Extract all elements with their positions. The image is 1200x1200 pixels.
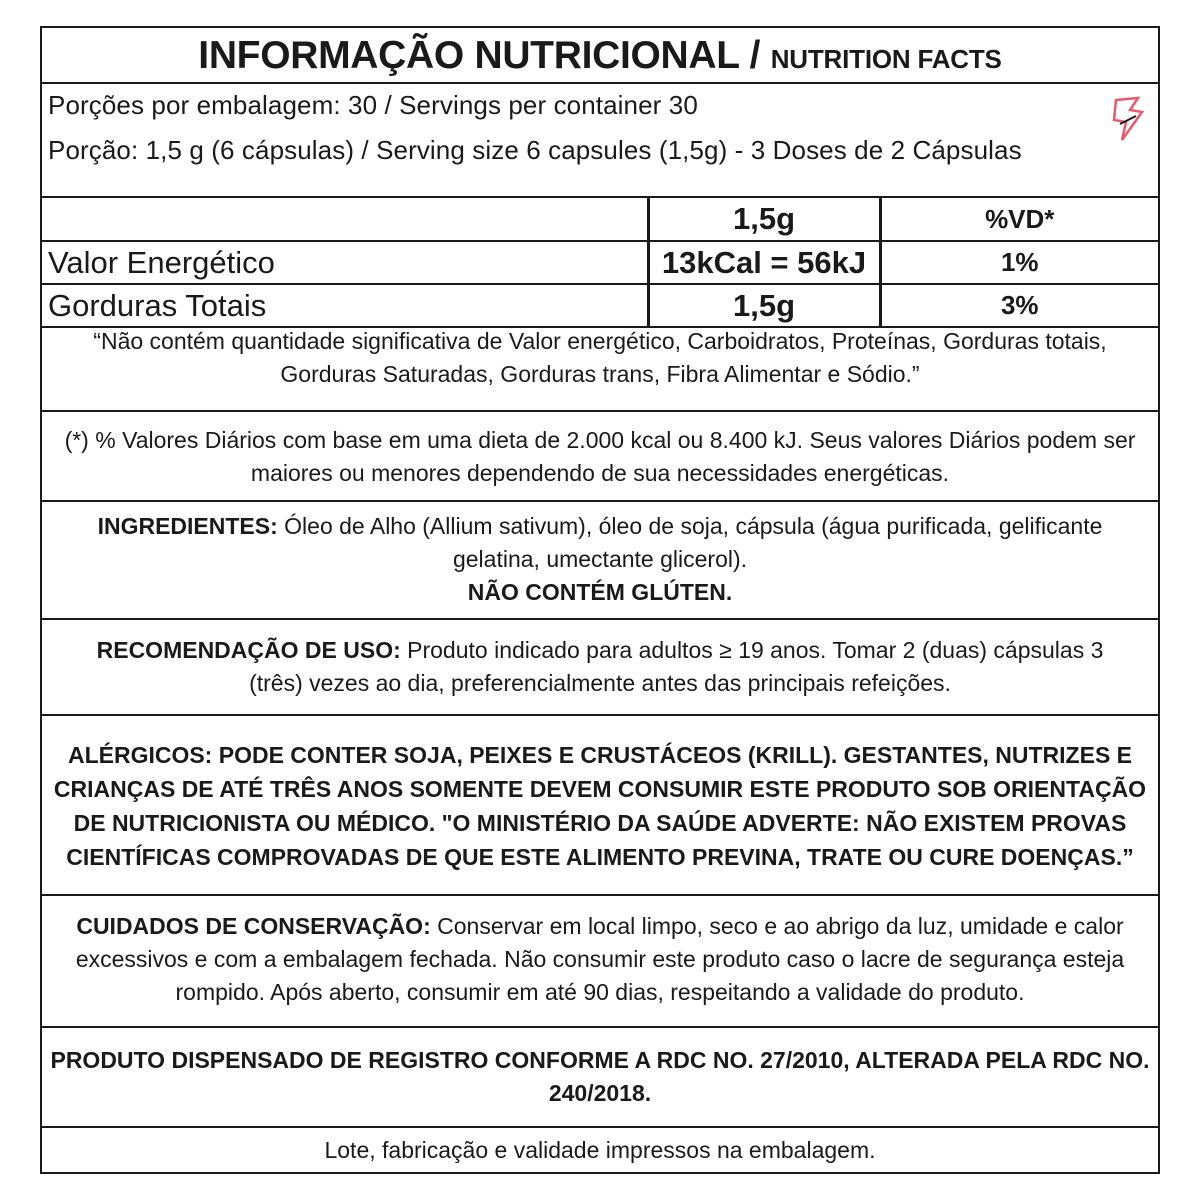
header-amount: 1,5g bbox=[648, 198, 880, 241]
ingredients-text: Óleo de Alho (Allium sativum), óleo de soja, cápsula (água purificada, gelificante gelatina, umectante glicerol). bbox=[277, 513, 1103, 572]
nutrient-dv: 1% bbox=[880, 241, 1158, 284]
not-significant-note: “Não contém quantidade significativa de Valor energético, Carboidratos, Proteínas, Gorduras totais, Gorduras Saturadas, Gorduras trans, Fibra Alimentar e Sódio.” bbox=[42, 308, 1158, 412]
gluten-warning: NÃO CONTÉM GLÚTEN. bbox=[467, 579, 733, 605]
nutrient-name: Valor Energético bbox=[42, 241, 648, 284]
storage-section bbox=[42, 896, 1158, 1028]
allergens-warning: ALÉRGICOS: PODE CONTER SOJA, PEIXES E CRUSTÁCEOS (KRILL). GESTANTES, NUTRIZES E CRIANÇAS DE ATÉ TRÊS ANOS SOMENTE DEVEM CONSUMIR ESTE PRODUTO SOB ORIENTAÇÃO DE NUTRICIONISTA OU MÉDICO. "O MINISTÉRIO DA SAÚDE ADVERTE: NÃO EXISTEM PROVAS CIENTÍFICAS COMPROVADAS DE QUE ESTE ALIMENTO PREVINA, TRATE OU CURE DOENÇAS.” bbox=[42, 716, 1158, 896]
servings-per-container: Porções por embalagem: 30 / Servings per container 30 bbox=[48, 90, 698, 120]
table-header-row bbox=[42, 198, 1158, 241]
label-title bbox=[42, 28, 1158, 84]
storage-text: Conservar em local limpo, seco e ao abrigo da luz, umidade e calor excessivos e com a embalagem fechada. Não consumir este produto caso o lacre de segurança esteja rompido. Após aberto, consumir em até 90 dias, respeitando a validade do produto. bbox=[75, 913, 1125, 1005]
servings-section bbox=[42, 84, 1158, 198]
registration-note: PRODUTO DISPENSADO DE REGISTRO CONFORME A RDC NO. 27/2010, ALTERADA PELA RDC NO. 240/2018. bbox=[42, 1028, 1158, 1128]
batch-note: Lote, fabricação e validade impressos na embalagem. bbox=[324, 1137, 876, 1163]
nutrition-label bbox=[40, 26, 1160, 1174]
usage-label: RECOMENDAÇÃO DE USO: bbox=[96, 637, 401, 663]
header-label bbox=[42, 198, 648, 241]
table-row bbox=[42, 241, 1158, 284]
ingredients-label: INGREDIENTES: bbox=[97, 513, 278, 539]
title-main: INFORMAÇÃO NUTRICIONAL / bbox=[198, 34, 771, 77]
nutrient-amount: 1,5g bbox=[648, 284, 880, 327]
title-sub: NUTRITION FACTS bbox=[770, 44, 1002, 74]
ingredients-section bbox=[42, 502, 1158, 620]
usage-text: Produto indicado para adultos ≥ 19 anos. Tomar 2 (duas) cápsulas 3 (três) vezes ao dia, preferencialmente antes das principais refeições. bbox=[249, 637, 1104, 696]
daily-values-note: (*) % Valores Diários com base em uma dieta de 2.000 kcal ou 8.400 kJ. Seus valores Diários podem ser maiores ou menores dependendo de sua necessidades energéticas. bbox=[42, 412, 1158, 502]
header-dv: %VD* bbox=[880, 198, 1158, 241]
brand-logo-icon bbox=[1108, 94, 1148, 144]
nutrient-dv: 3% bbox=[880, 284, 1158, 327]
nutrient-name: Gorduras Totais bbox=[42, 284, 648, 327]
usage-section bbox=[42, 620, 1158, 716]
serving-size: Porção: 1,5 g (6 cápsulas) / Serving size 6 capsules (1,5g) - 3 Doses de 2 Cápsulas bbox=[48, 135, 1022, 165]
nutrient-amount: 13kCal = 56kJ bbox=[648, 241, 880, 284]
storage-label: CUIDADOS DE CONSERVAÇÃO: bbox=[76, 913, 431, 939]
